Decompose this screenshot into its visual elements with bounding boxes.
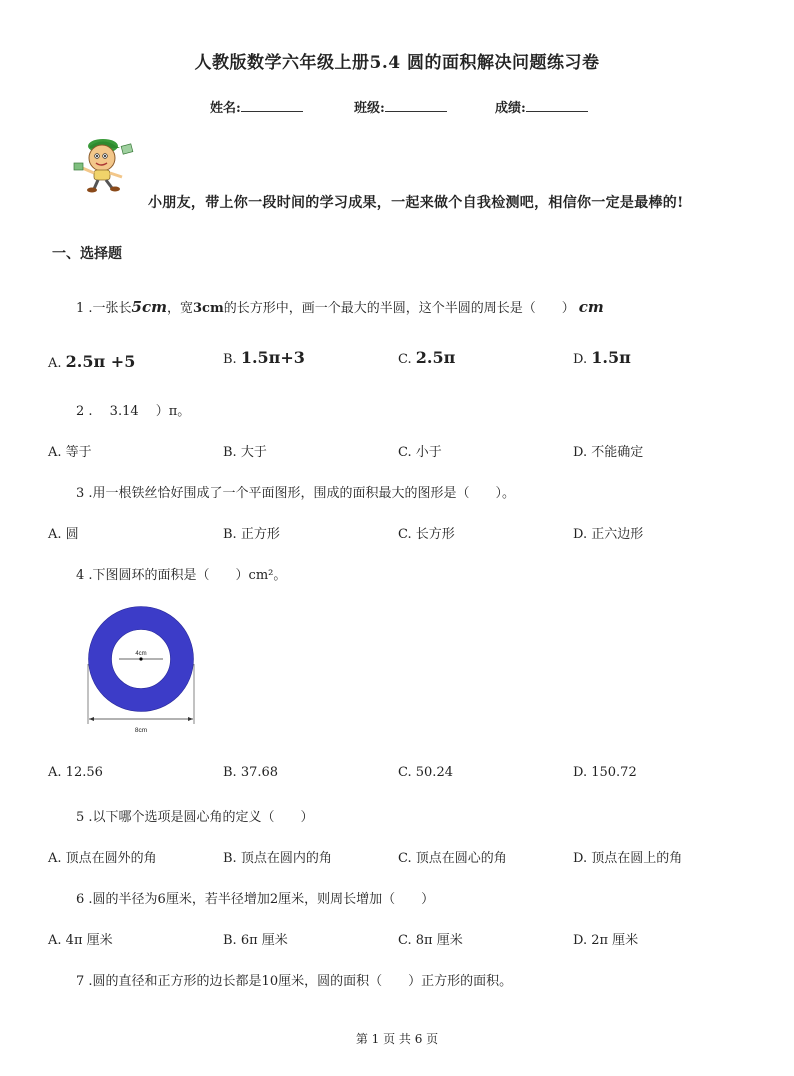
question-text: .圆的半径为6厘米，若半径增加2厘米，则周长增加（ ）: [84, 892, 435, 907]
option-text: 2.5π: [415, 348, 456, 367]
question-number: 4: [76, 568, 85, 583]
name-label: 姓名:: [210, 101, 241, 116]
section-heading: 一、选择题: [52, 246, 122, 262]
question-2: [76, 400, 190, 419]
option-letter: C.: [398, 527, 412, 542]
option-text: 顶点在圆内的角: [240, 851, 332, 866]
option-c[interactable]: [398, 765, 453, 780]
option-letter: D.: [573, 352, 588, 367]
name-blank: [241, 98, 303, 112]
option-letter: A.: [48, 527, 62, 542]
option-text: 小于: [415, 445, 442, 460]
option-c[interactable]: [398, 847, 507, 866]
option-text: 2π 厘米: [591, 933, 639, 948]
option-letter: B.: [223, 527, 237, 542]
option-a[interactable]: [48, 765, 103, 780]
option-letter: B.: [223, 933, 237, 948]
option-d[interactable]: [573, 441, 643, 460]
question-text: . 3.14 ）π。: [84, 404, 191, 419]
score-field: [495, 97, 588, 116]
option-letter: A.: [48, 765, 62, 780]
option-text: 不能确定: [591, 445, 644, 460]
option-letter: A.: [48, 445, 62, 460]
option-text: 顶点在圆外的角: [65, 851, 157, 866]
option-d[interactable]: [573, 929, 638, 948]
option-text: 等于: [65, 445, 92, 460]
score-label: 成绩:: [495, 101, 526, 116]
option-b[interactable]: [223, 847, 332, 866]
option-d[interactable]: [573, 847, 682, 866]
option-text: 顶点在圆心的角: [415, 851, 507, 866]
question-5: [76, 806, 314, 825]
option-text: 2.5π +5: [65, 352, 136, 371]
class-blank: [385, 98, 447, 112]
question-text: .圆的直径和正方形的边长都是10厘米，圆的面积（ ）正方形的面积。: [84, 974, 513, 989]
option-letter: D.: [573, 765, 588, 780]
option-b[interactable]: [223, 348, 305, 367]
question-text: .以下哪个选项是圆心角的定义（ ）: [84, 810, 314, 825]
option-d[interactable]: [573, 765, 637, 780]
cartoon-boy-icon: [72, 133, 138, 195]
question-number: 7: [76, 974, 85, 989]
option-letter: A.: [48, 356, 62, 371]
option-c[interactable]: [398, 929, 463, 948]
outer-diameter-label: 8cm: [134, 727, 148, 734]
question-text: .一张长: [84, 301, 132, 316]
question-6: [76, 888, 434, 907]
option-a[interactable]: [48, 352, 135, 371]
math-length: 5cm: [131, 298, 167, 316]
option-a[interactable]: [48, 929, 113, 948]
question-text: .下图圆环的面积是（ ）cm²。: [84, 568, 287, 583]
option-text: 12.56: [65, 765, 103, 780]
question-number: 3: [76, 486, 85, 501]
option-letter: C.: [398, 933, 412, 948]
option-letter: B.: [223, 352, 237, 367]
option-letter: D.: [573, 527, 588, 542]
class-label: 班级:: [354, 101, 385, 116]
question-1: [76, 297, 604, 316]
question-4: [76, 564, 286, 583]
option-text: 圆: [65, 527, 79, 542]
option-b[interactable]: [223, 929, 288, 948]
option-a[interactable]: [48, 847, 157, 866]
option-text: 4π 厘米: [65, 933, 113, 948]
question-text: .用一根铁丝恰好围成了一个平面图形，围成的面积最大的图形是（ ）。: [84, 486, 516, 501]
option-a[interactable]: [48, 441, 92, 460]
option-letter: A.: [48, 933, 62, 948]
option-d[interactable]: [573, 523, 643, 542]
option-a[interactable]: [48, 523, 79, 542]
option-text: 顶点在圆上的角: [591, 851, 683, 866]
page-footer: 第 1 页 共 6 页: [355, 1032, 439, 1046]
option-letter: B.: [223, 851, 237, 866]
option-c[interactable]: [398, 523, 455, 542]
page-title: 人教版数学六年级上册5.4 圆的面积解决问题练习卷: [194, 53, 600, 73]
score-blank: [526, 98, 588, 112]
option-text: 长方形: [415, 527, 455, 542]
option-text: 8π 厘米: [415, 933, 463, 948]
name-field: [210, 97, 303, 116]
question-number: 2: [76, 404, 85, 419]
question-number: 6: [76, 892, 85, 907]
option-text: 6π 厘米: [240, 933, 288, 948]
option-letter: D.: [573, 851, 588, 866]
question-text: 的长方形中，画一个最大的半圆，这个半圆的周长是（ ）: [223, 301, 575, 316]
math-unit: cm: [578, 298, 604, 316]
option-letter: B.: [223, 765, 237, 780]
option-text: 150.72: [591, 765, 637, 780]
question-text: ，宽: [167, 301, 194, 316]
option-text: 正方形: [240, 527, 280, 542]
option-letter: C.: [398, 445, 412, 460]
option-letter: C.: [398, 352, 412, 367]
math-width: 3cm: [193, 301, 224, 316]
question-number: 5: [76, 810, 85, 825]
question-number: 1: [76, 301, 85, 316]
option-text: 正六边形: [591, 527, 644, 542]
option-b[interactable]: [223, 765, 278, 780]
option-text: 37.68: [240, 765, 279, 780]
inner-diameter-label: 4cm: [135, 651, 147, 657]
option-letter: D.: [573, 933, 588, 948]
option-letter: D.: [573, 445, 588, 460]
ring-figure: [84, 606, 200, 736]
option-c[interactable]: [398, 348, 455, 367]
option-letter: C.: [398, 765, 412, 780]
option-letter: A.: [48, 851, 62, 866]
option-b[interactable]: [223, 523, 280, 542]
option-text: 大于: [240, 445, 267, 460]
option-d[interactable]: [573, 348, 631, 367]
class-field: [354, 97, 447, 116]
option-text: 1.5π: [591, 348, 631, 367]
option-b[interactable]: [223, 441, 267, 460]
intro-text: 小朋友，带上你一段时间的学习成果，一起来做个自我检测吧，相信你一定是最棒的!: [148, 195, 684, 211]
option-c[interactable]: [398, 441, 442, 460]
center-dot: [139, 657, 142, 660]
question-3: [76, 482, 515, 501]
option-text: 50.24: [415, 765, 453, 780]
option-text: 1.5π+3: [240, 348, 305, 367]
option-letter: B.: [223, 445, 237, 460]
option-letter: C.: [398, 851, 412, 866]
question-7: [76, 970, 512, 989]
